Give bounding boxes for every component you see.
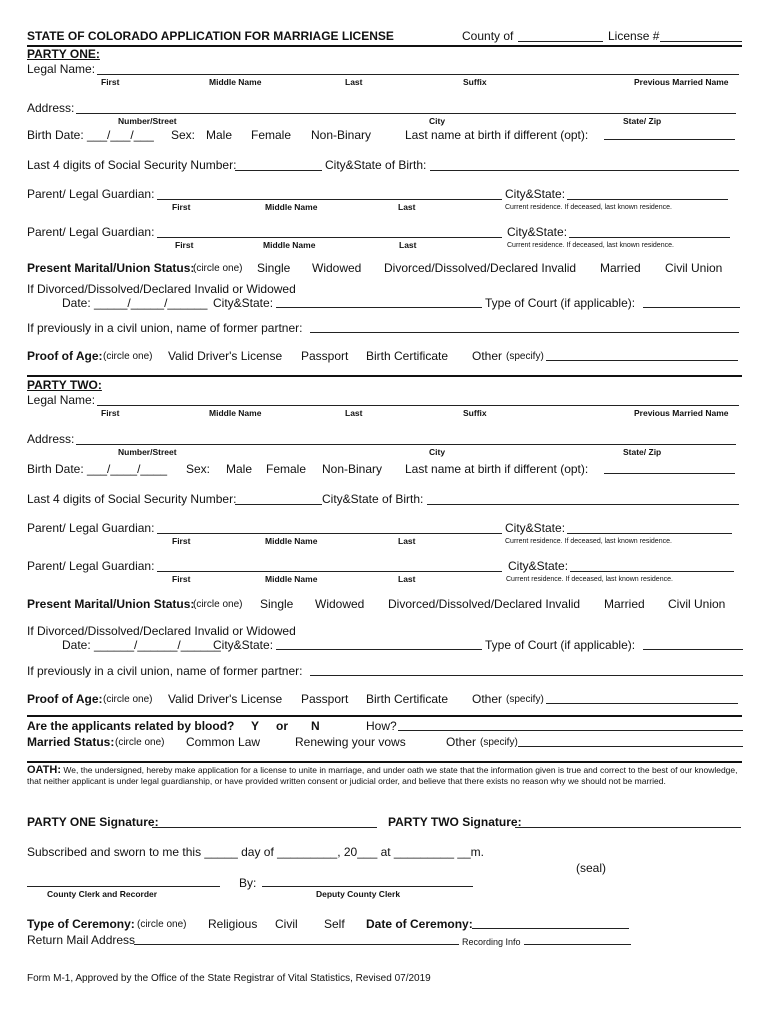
p1-ssn-field[interactable] [235, 170, 322, 171]
clerk-caption: County Clerk and Recorder [47, 889, 158, 899]
p2-proof-passport[interactable]: Passport [301, 692, 349, 706]
p2-birthplace-field[interactable] [427, 504, 739, 505]
p1-civil-union-field[interactable] [310, 332, 739, 333]
p2-court-field[interactable] [643, 649, 743, 650]
p2-court-label: Type of Court (if applicable): [485, 638, 636, 652]
p1-sex-nonbinary[interactable]: Non-Binary [311, 128, 372, 142]
county-field[interactable] [518, 41, 603, 42]
p2-guardian1-field[interactable] [157, 533, 502, 534]
p2-g1-first: First [172, 536, 191, 546]
p1-guardian2-city-field[interactable] [569, 237, 730, 238]
p1-birthplace-field[interactable] [430, 170, 739, 171]
party-one-signature-field[interactable] [152, 827, 377, 828]
p2-birthplace-label: City&State of Birth: [322, 492, 424, 506]
p1-first-caption: First [101, 77, 120, 87]
p1-address-label: Address: [27, 101, 75, 115]
return-mail-field[interactable] [134, 944, 459, 945]
p1-proof-other[interactable]: Other [472, 349, 503, 363]
p1-sex-label: Sex: [171, 128, 196, 142]
married-specify: (specify) [480, 737, 518, 748]
p2-address-field[interactable] [76, 444, 736, 445]
party-two-signature-field[interactable] [515, 827, 741, 828]
p1-divorce-date[interactable]: Date: _____/_____/______ [62, 296, 208, 310]
ceremony-religious[interactable]: Religious [208, 917, 258, 931]
p2-g2-first: First [172, 574, 191, 584]
p1-sex-female[interactable]: Female [251, 128, 292, 142]
p2-statezip-caption: State/ Zip [623, 447, 662, 457]
p2-last-name-birth-field[interactable] [604, 473, 735, 474]
p2-proof-other[interactable]: Other [472, 692, 503, 706]
seal-label: (seal) [576, 861, 607, 875]
p2-guardian2-label: Parent/ Legal Guardian: [27, 559, 155, 573]
p1-last-name-birth-field[interactable] [604, 139, 735, 140]
p1-marital-civil-union[interactable]: Civil Union [665, 261, 723, 275]
p2-marital-divorced[interactable]: Divorced/Dissolved/Declared Invalid [388, 597, 581, 611]
p1-suffix-caption: Suffix [463, 77, 487, 87]
p2-address-label: Address: [27, 432, 75, 446]
ceremony-date-label: Date of Ceremony: [366, 917, 473, 931]
p1-proof-license[interactable]: Valid Driver's License [168, 349, 283, 363]
related-question: Are the applicants related by blood? [27, 719, 235, 733]
p2-sex-label: Sex: [186, 462, 211, 476]
p1-proof-other-field[interactable] [546, 360, 738, 361]
p1-g2-middle: Middle Name [263, 240, 316, 250]
p2-marital-widowed[interactable]: Widowed [315, 597, 365, 611]
p1-marital-single[interactable]: Single [257, 261, 291, 275]
p2-first-caption: First [101, 408, 120, 418]
p2-marital-circle: (circle one) [193, 599, 243, 610]
p1-guardian2-field[interactable] [157, 237, 502, 238]
related-or: or [276, 719, 288, 733]
p2-g1-last: Last [398, 536, 416, 546]
p1-g1-last: Last [398, 202, 416, 212]
ceremony-circle: (circle one) [137, 919, 187, 930]
p1-last-caption: Last [345, 77, 363, 87]
p2-marital-married[interactable]: Married [604, 597, 645, 611]
return-mail-label: Return Mail Address [27, 933, 136, 947]
p2-proof-other-field[interactable] [546, 703, 738, 704]
p2-divorce-city-field[interactable] [276, 649, 482, 650]
married-other[interactable]: Other [446, 735, 477, 749]
p1-g1-middle: Middle Name [265, 202, 318, 212]
married-status-label: Married Status: [27, 735, 115, 749]
ceremony-type-label: Type of Ceremony: [27, 917, 135, 931]
p1-proof-passport[interactable]: Passport [301, 349, 349, 363]
p1-previous-caption: Previous Married Name [634, 77, 729, 87]
p1-last-name-birth-label: Last name at birth if different (opt): [405, 128, 589, 142]
deputy-signature-field[interactable] [262, 886, 473, 887]
married-renewing[interactable]: Renewing your vows [295, 735, 406, 749]
p2-guardian1-city-label: City&State: [505, 521, 566, 535]
oath-label: OATH: [27, 764, 62, 776]
p2-proof-label: Proof of Age: [27, 692, 103, 706]
related-yes[interactable]: Y [251, 719, 260, 733]
p1-g2-first: First [175, 240, 194, 250]
by-label: By: [239, 876, 257, 890]
recording-info-label: Recording Info [462, 937, 521, 947]
oath-divider [27, 761, 742, 763]
form-footer: Form M-1, Approved by the Office of the State Registrar of Vital Statistics, Revised 07/2019 [27, 973, 431, 984]
p1-middle-caption: Middle Name [209, 77, 262, 87]
related-how-label: How? [366, 719, 397, 733]
p2-last-name-birth-label: Last name at birth if different (opt): [405, 462, 589, 476]
p2-g1-middle: Middle Name [265, 536, 318, 546]
license-field[interactable] [660, 41, 742, 42]
p2-street-caption: Number/Street [118, 447, 177, 457]
p1-proof-label: Proof of Age: [27, 349, 103, 363]
p2-city-caption: City [429, 447, 446, 457]
p1-g1-first: First [172, 202, 191, 212]
p2-legal-name-field[interactable] [97, 405, 739, 406]
p1-statezip-caption: State/ Zip [623, 116, 662, 126]
p2-sex-nonbinary[interactable]: Non-Binary [322, 462, 383, 476]
sworn-statement[interactable]: Subscribed and sworn to me this _____ day of _________, 20___ at _________ __m. [27, 845, 485, 859]
deputy-caption: Deputy County Clerk [316, 889, 401, 899]
p2-last-caption: Last [345, 408, 363, 418]
header-divider [27, 45, 742, 47]
p2-birth-date[interactable]: Birth Date: ___/____/____ [27, 462, 168, 476]
related-how-field[interactable] [398, 730, 743, 731]
p2-civil-union-label: If previously in a civil union, name of former partner: [27, 664, 303, 678]
ceremony-self[interactable]: Self [324, 917, 345, 931]
p2-guardian2-city-label: City&State: [508, 559, 569, 573]
p1-marital-label: Present Marital/Union Status: [27, 261, 195, 275]
p2-civil-union-field[interactable] [310, 675, 743, 676]
oath-text: We, the undersigned, hereby make application for a license to unite in marriage, and under oath we state that the information given is true and correct to the best of our knowledge, that neither applicant is under legal guardianship, or have provided written consent or judicial order, and believe that there exists no reason why we should not be married. [27, 765, 738, 786]
p2-guardian1-city-field[interactable] [567, 533, 732, 534]
p1-court-label: Type of Court (if applicable): [485, 296, 636, 310]
p2-guardian1-label: Parent/ Legal Guardian: [27, 521, 155, 535]
party-one-heading: PARTY ONE: [27, 47, 100, 61]
form-title: STATE OF COLORADO APPLICATION FOR MARRIAGE LICENSE [27, 29, 394, 43]
related-divider [27, 715, 742, 717]
p1-address-field[interactable] [76, 113, 736, 114]
p2-legal-name-label: Legal Name: [27, 393, 96, 407]
ceremony-civil[interactable]: Civil [275, 917, 298, 931]
p1-divorce-city-label: City&State: [213, 296, 274, 310]
p1-guardian1-city-label: City&State: [505, 187, 566, 201]
p1-if-divorced: If Divorced/Dissolved/Declared Invalid or Widowed [27, 282, 296, 296]
p2-divorce-date[interactable]: Date: ______/______/______ [62, 638, 221, 652]
p2-previous-caption: Previous Married Name [634, 408, 729, 418]
p1-birth-date[interactable]: Birth Date: ___/___/___ [27, 128, 154, 142]
p2-proof-license[interactable]: Valid Driver's License [168, 692, 283, 706]
p2-suffix-caption: Suffix [463, 408, 487, 418]
married-other-field[interactable] [518, 746, 743, 747]
p1-guardian1-city-field[interactable] [567, 199, 728, 200]
p2-g2-last: Last [398, 574, 416, 584]
p2-marital-civil-union[interactable]: Civil Union [668, 597, 726, 611]
p1-g2-note: Current residence. If deceased, last known residence. [507, 242, 674, 249]
p1-street-caption: Number/Street [118, 116, 177, 126]
clerk-signature-field[interactable] [27, 886, 220, 887]
p1-guardian2-label: Parent/ Legal Guardian: [27, 225, 155, 239]
license-label: License # [608, 29, 660, 43]
p1-court-field[interactable] [643, 307, 740, 308]
related-no[interactable]: N [311, 719, 320, 733]
p2-guardian2-field[interactable] [157, 571, 502, 572]
p1-birthplace-label: City&State of Birth: [325, 158, 427, 172]
p2-marital-single[interactable]: Single [260, 597, 294, 611]
p2-divorce-city-label: City&State: [213, 638, 274, 652]
county-label: County of [462, 29, 514, 43]
p2-guardian2-city-field[interactable] [570, 571, 734, 572]
party-two-heading: PARTY TWO: [27, 378, 102, 392]
recording-info-field[interactable] [524, 944, 631, 945]
p1-legal-name-label: Legal Name: [27, 62, 96, 76]
p1-marital-circle: (circle one) [193, 263, 243, 274]
p1-marital-divorced[interactable]: Divorced/Dissolved/Declared Invalid [384, 261, 577, 275]
married-common-law[interactable]: Common Law [186, 735, 261, 749]
p1-city-caption: City [429, 116, 446, 126]
oath-block [27, 765, 739, 787]
party-two-signature-label: PARTY TWO Signature: [388, 815, 522, 829]
p1-sex-male[interactable]: Male [206, 128, 233, 142]
party-divider [27, 375, 742, 377]
p2-ssn-label: Last 4 digits of Social Security Number: [27, 492, 237, 506]
p1-civil-union-label: If previously in a civil union, name of former partner: [27, 321, 303, 335]
p1-marital-widowed[interactable]: Widowed [312, 261, 362, 275]
p2-g2-note: Current residence. If deceased, last known residence. [506, 576, 673, 583]
p2-marital-label: Present Marital/Union Status: [27, 597, 195, 611]
p1-proof-birth-cert[interactable]: Birth Certificate [366, 349, 449, 363]
married-status-circle: (circle one) [115, 737, 165, 748]
p2-sex-female[interactable]: Female [266, 462, 307, 476]
p1-proof-circle: (circle one) [103, 351, 153, 362]
p1-marital-married[interactable]: Married [600, 261, 641, 275]
p2-g1-note: Current residence. If deceased, last known residence. [505, 538, 672, 545]
p1-divorce-city-field[interactable] [276, 307, 482, 308]
p2-ssn-field[interactable] [235, 504, 322, 505]
p1-g1-note: Current residence. If deceased, last known residence. [505, 204, 672, 211]
ceremony-date-field[interactable] [472, 928, 629, 929]
p1-ssn-label: Last 4 digits of Social Security Number: [27, 158, 237, 172]
p2-g2-middle: Middle Name [265, 574, 318, 584]
p2-proof-birth-cert[interactable]: Birth Certificate [366, 692, 449, 706]
p2-if-divorced: If Divorced/Dissolved/Declared Invalid or Widowed [27, 624, 296, 638]
p1-g2-last: Last [399, 240, 417, 250]
p1-guardian1-label: Parent/ Legal Guardian: [27, 187, 155, 201]
p1-guardian2-city-label: City&State: [507, 225, 568, 239]
p2-sex-male[interactable]: Male [226, 462, 253, 476]
party-one-signature-label: PARTY ONE Signature: [27, 815, 159, 829]
p1-guardian1-field[interactable] [157, 199, 502, 200]
p2-middle-caption: Middle Name [209, 408, 262, 418]
p1-legal-name-field[interactable] [97, 74, 739, 75]
p1-proof-specify: (specify) [506, 351, 544, 362]
p2-proof-specify: (specify) [506, 694, 544, 705]
p2-proof-circle: (circle one) [103, 694, 153, 705]
